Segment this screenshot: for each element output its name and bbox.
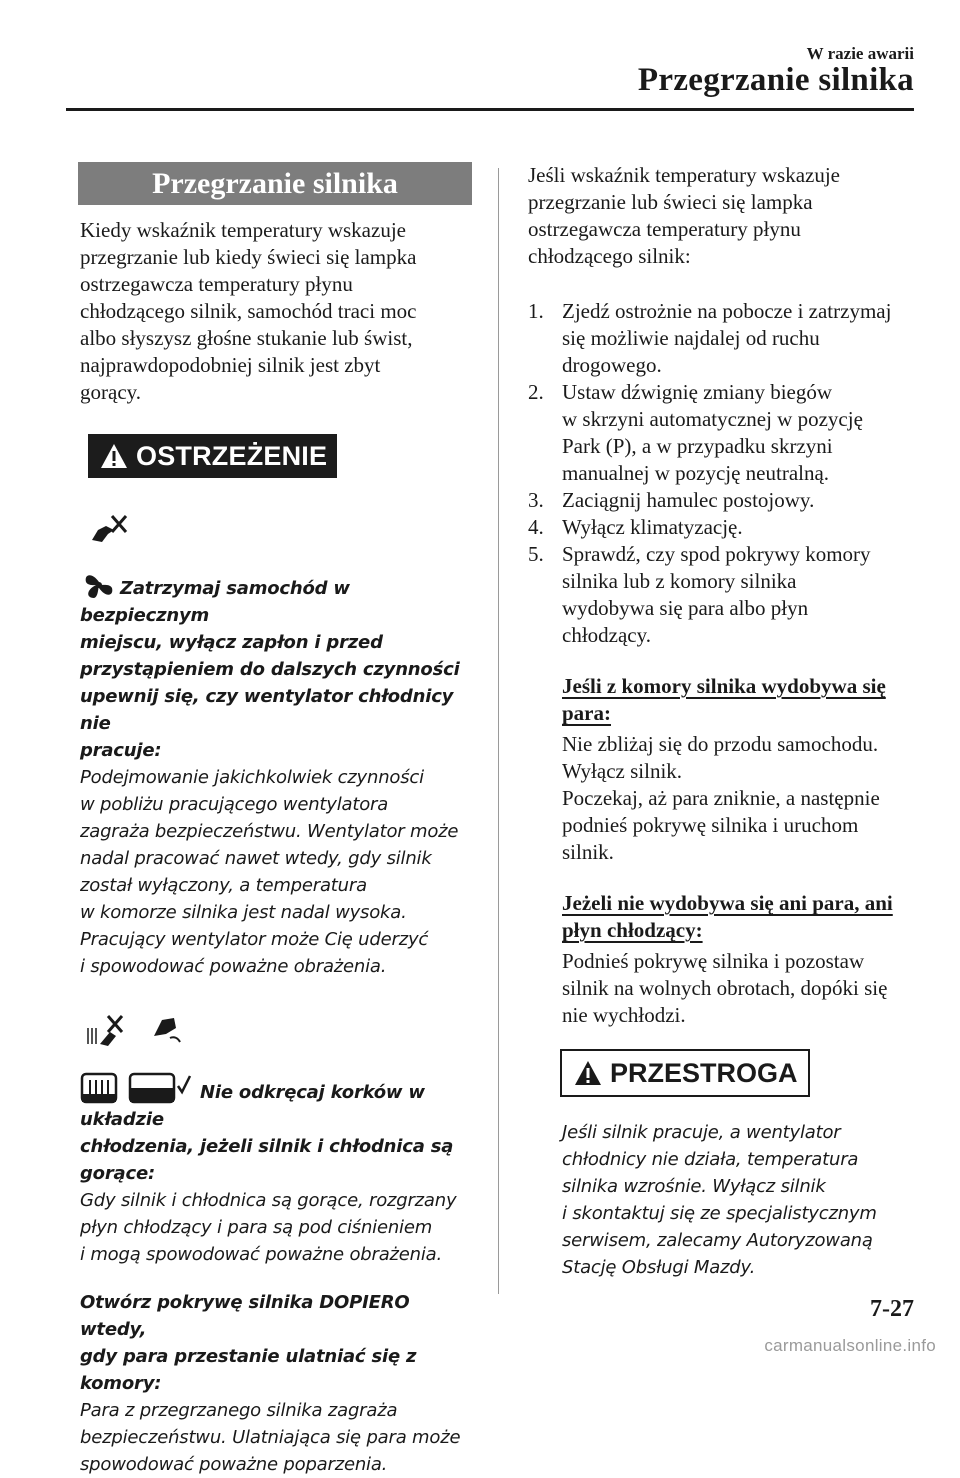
text-line: przegrzanie lub kiedy świeci się lampka <box>80 245 417 269</box>
list-item <box>528 514 918 541</box>
caution-line: silnika wzrośnie. Wyłącz silnik <box>562 1176 826 1197</box>
fan-hand-pictogram <box>88 512 472 568</box>
list-item <box>528 298 918 379</box>
caution-text <box>562 1119 918 1281</box>
step-number: 4. <box>528 515 544 539</box>
warning-heading-line: Otwórz pokrywę silnika DOPIERO wtedy, <box>80 1292 410 1340</box>
text-line: gorący. <box>80 380 142 404</box>
step-line: Sprawdź, czy spod pokrywy komory <box>562 542 871 566</box>
case-no-steam-text <box>562 948 918 1029</box>
radiator-icon <box>80 1072 198 1104</box>
caution-label <box>560 1049 810 1097</box>
caution-line: Jeśli silnik pracuje, a wentylator <box>562 1122 841 1143</box>
text-line: silnik na wolnych obrotach, dopóki się <box>562 976 888 1000</box>
fan-icon <box>80 570 118 600</box>
text-line: albo słyszysz głośne stukanie lub świst, <box>80 326 413 350</box>
steps-list <box>528 298 918 649</box>
step-line: manualnej w pozycję neutralną. <box>562 461 830 485</box>
warning-label-wrap <box>88 434 472 478</box>
caution-line: i skontaktuj się ze specjalistycznym <box>562 1203 877 1224</box>
caution-line: chłodnicy nie działa, temperatura <box>562 1149 859 1170</box>
warning-steam <box>80 1289 472 1478</box>
warning-fan <box>80 570 472 980</box>
caution-label-wrap <box>560 1049 918 1097</box>
step-number: 5. <box>528 542 544 566</box>
warning-text-line: Pracujący wentylator może Cię uderzyć <box>80 929 429 950</box>
step-line: wydobywa się para albo płyn <box>562 596 809 620</box>
warning-text-line: spowodować poważne poparzenia. <box>80 1454 388 1475</box>
warning-heading-line: gorące: <box>80 1163 155 1184</box>
text-line: Podnieś pokrywę silnika i pozostaw <box>562 949 865 973</box>
text-line: Nie zbliżaj się do przodu samochodu. <box>562 732 879 756</box>
step-line: Wyłącz klimatyzację. <box>562 515 743 539</box>
warning-heading-line: chłodzenia, jeżeli silnik i chłodnica są <box>80 1136 454 1157</box>
warning-heading-line: przystąpieniem do dalszych czynności <box>80 659 460 680</box>
text-line: ostrzegawcza temperatury płynu <box>80 272 353 296</box>
text-line: podnieś pokrywę silnika i uruchom <box>562 813 859 837</box>
list-item <box>528 487 918 514</box>
text-line: Kiedy wskaźnik temperatury wskazuje <box>80 218 406 242</box>
page-header-title: Przegrzanie silnika <box>637 62 914 98</box>
column-divider <box>498 168 499 1294</box>
text-line: najprawdopodobniej silnik jest zbyt <box>80 353 381 377</box>
warning-triangle-icon <box>100 443 128 469</box>
warning-heading-line: gdy para przestanie ulatniać się z komory: <box>80 1346 417 1394</box>
warning-text-line: bezpieczeństwu. Ulatniająca się para może <box>80 1427 461 1448</box>
case-steam-text <box>562 731 918 866</box>
warning-text-line: płyn chłodzący i para są pod ciśnieniem <box>80 1217 433 1238</box>
header-rule <box>66 108 914 111</box>
step-line: Zjedź ostrożnie na pobocze i zatrzymaj <box>562 299 892 323</box>
case-no-steam-heading: Jeżeli nie wydobywa się ani para, ani płyn chłodzący: <box>562 891 893 942</box>
left-column <box>80 162 472 1478</box>
warning-heading-line: pracuje: <box>80 740 162 761</box>
step-line: Ustaw dźwignię zmiany biegów <box>562 380 833 404</box>
hand-crossed-icon <box>88 512 128 546</box>
warning-heading-line: upewnij się, czy wentylator chłodnicy nie <box>80 686 454 734</box>
step-number: 2. <box>528 380 544 404</box>
watermark: carmanualsonline.info <box>764 1336 936 1355</box>
caution-line: serwisem, zalecamy Autoryzowaną <box>562 1230 873 1251</box>
right-intro <box>528 162 918 270</box>
warning-label-text: OSTRZEŻENIE <box>136 440 328 471</box>
warning-text-line: w komorze silnika jest nadal wysoka. <box>80 902 407 923</box>
step-line: chłodzący. <box>562 623 652 647</box>
list-item <box>528 379 918 487</box>
text-line: przegrzanie lub świeci się lampka <box>528 190 813 214</box>
warning-text-line: został wyłączony, a temperatura <box>80 875 367 896</box>
warning-text-line: zagraża bezpieczeństwu. Wentylator może <box>80 821 459 842</box>
warning-triangle-icon <box>574 1060 602 1086</box>
page-number: 7-27 <box>870 1296 914 1322</box>
text-line: silnik. <box>562 840 614 864</box>
radiator-pictogram <box>84 1014 472 1070</box>
warning-text-line: Para z przegrzanego silnika zagraża <box>80 1400 398 1421</box>
warning-text-line: Gdy silnik i chłodnica są gorące, rozgrzany <box>80 1190 457 1211</box>
section-name: W razie awarii <box>806 44 914 63</box>
step-line: drogowego. <box>562 353 662 377</box>
radiator-cap-icon <box>84 1014 194 1070</box>
caution-line: Stację Obsługi Mazdy. <box>562 1257 756 1278</box>
warning-heading-line: Nie odkręcaj korków w układzie <box>80 1072 472 1133</box>
intro-paragraph <box>80 217 472 406</box>
step-line: w skrzyni automatycznej w pozycję <box>562 407 863 431</box>
text-line: ostrzegawcza temperatury płynu <box>528 217 801 241</box>
section-banner: Przegrzanie silnika <box>78 162 472 205</box>
warning-text-line: i mogą spowodować poważne obrażenia. <box>80 1244 443 1265</box>
warning-text-line: i spowodować poważne obrażenia. <box>80 956 387 977</box>
step-line: silnika lub z komory silnika <box>562 569 797 593</box>
text-line: Jeśli wskaźnik temperatury wskazuje <box>528 163 840 187</box>
step-number: 3. <box>528 488 544 512</box>
warning-text-line: Podejmowanie jakichkolwiek czynności <box>80 767 424 788</box>
warning-heading-line: Zatrzymaj samochód w bezpiecznym <box>80 570 472 629</box>
right-column <box>528 162 918 1281</box>
step-number: 1. <box>528 299 544 323</box>
case-steam-heading: Jeśli z komory silnika wydobywa się para: <box>562 674 886 725</box>
text-line: nie wychłodzi. <box>562 1003 686 1027</box>
step-line: Zaciągnij hamulec postojowy. <box>562 488 815 512</box>
list-item <box>528 541 918 649</box>
warning-heading-line: miejscu, wyłącz zapłon i przed <box>80 632 383 653</box>
text-line: chłodzącego silnik, samochód traci moc <box>80 299 417 323</box>
text-line: Wyłącz silnik. <box>562 759 683 783</box>
text-line: Poczekaj, aż para zniknie, a następnie <box>562 786 880 810</box>
warning-text-line: w pobliżu pracującego wentylatora <box>80 794 389 815</box>
warning-text-line: nadal pracować nawet wtedy, gdy silnik <box>80 848 432 869</box>
text-line: chłodzącego silnik: <box>528 244 691 268</box>
step-line: się możliwie najdalej od ruchu <box>562 326 820 350</box>
step-line: Park (P), a w przypadku skrzyni <box>562 434 833 458</box>
warning-radiator <box>80 1072 472 1268</box>
warning-label <box>88 434 337 478</box>
caution-label-text: PRZESTROGA <box>610 1057 798 1088</box>
